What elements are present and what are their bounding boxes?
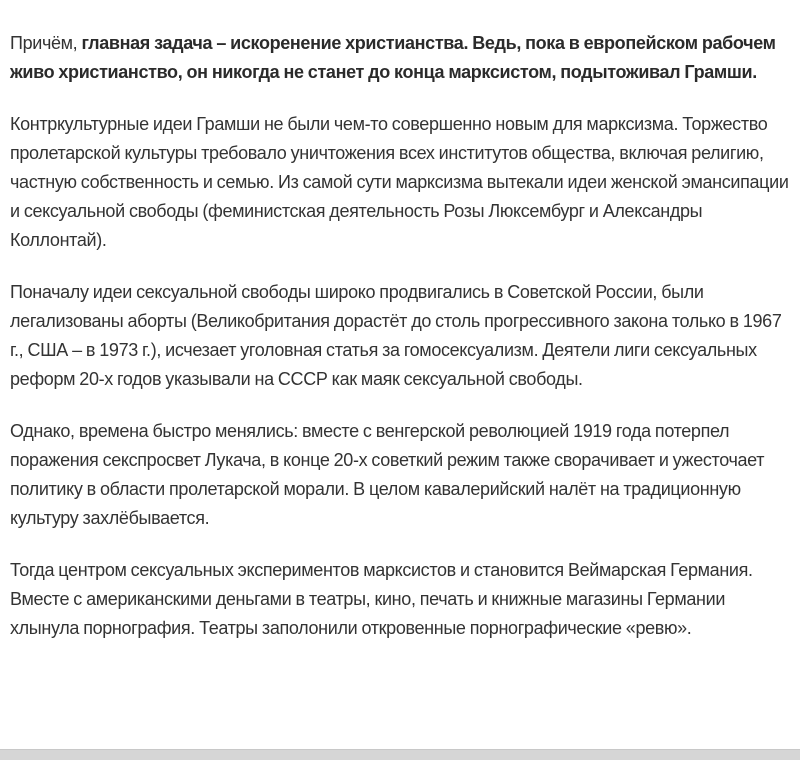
article-body [10,29,796,666]
bottom-scroll-edge [0,749,800,760]
paragraph-bold-text: главная задача – искоренение христианства. Ведь, пока в европейском рабочем живо христианство, он никогда не станет до конца марксистом, подытоживал Грамши. [10,33,776,82]
paragraph-lead-text: Причём, [10,33,82,53]
paragraph-gramsci-quote [10,29,796,87]
paragraph-soviet-sexual-freedom: Поначалу идеи сексуальной свободы широко продвигались в Советской России, были легализованы аборты (Великобритания дорастёт до столь прогрессивного закона только в 1967 г., США – в 1973 г.), исчезает уголовная статья за гомосексуализм. Деятели лиги сексуальных реформ 20-х годов указывали на СССР как маяк сексуальной свободы. [10,282,782,389]
paragraph-countercultural-ideas: Контркультурные идеи Грамши не были чем-то совершенно новым для марксизма. Торжество пролетарской культуры требовало уничтожения всех институтов общества, включая религию, частную собственность и семью. Из самой сути марксизма вытекали идеи женской эмансипации и сексуальной свободы (феминистская деятельность Розы Люксембург и Александры Коллонтай). [10,114,789,250]
paragraph-weimar-germany: Тогда центром сексуальных экспериментов марксистов и становится Веймарская Германия. Вместе с американскими деньгами в театры, кино, печать и книжные магазины Германии хлынула порнография. Театры заполонили откровенные порнографические «ревю». [10,560,753,638]
paragraph-times-changed: Однако, времена быстро менялись: вместе с венгерской революцией 1919 года потерпел поражения секспросвет Лукача, в конце 20-х советкий режим также сворачивает и ужесточает политику в области пролетарской морали. В целом кавалерийский налёт на традиционную культуру захлёбывается. [10,421,765,528]
